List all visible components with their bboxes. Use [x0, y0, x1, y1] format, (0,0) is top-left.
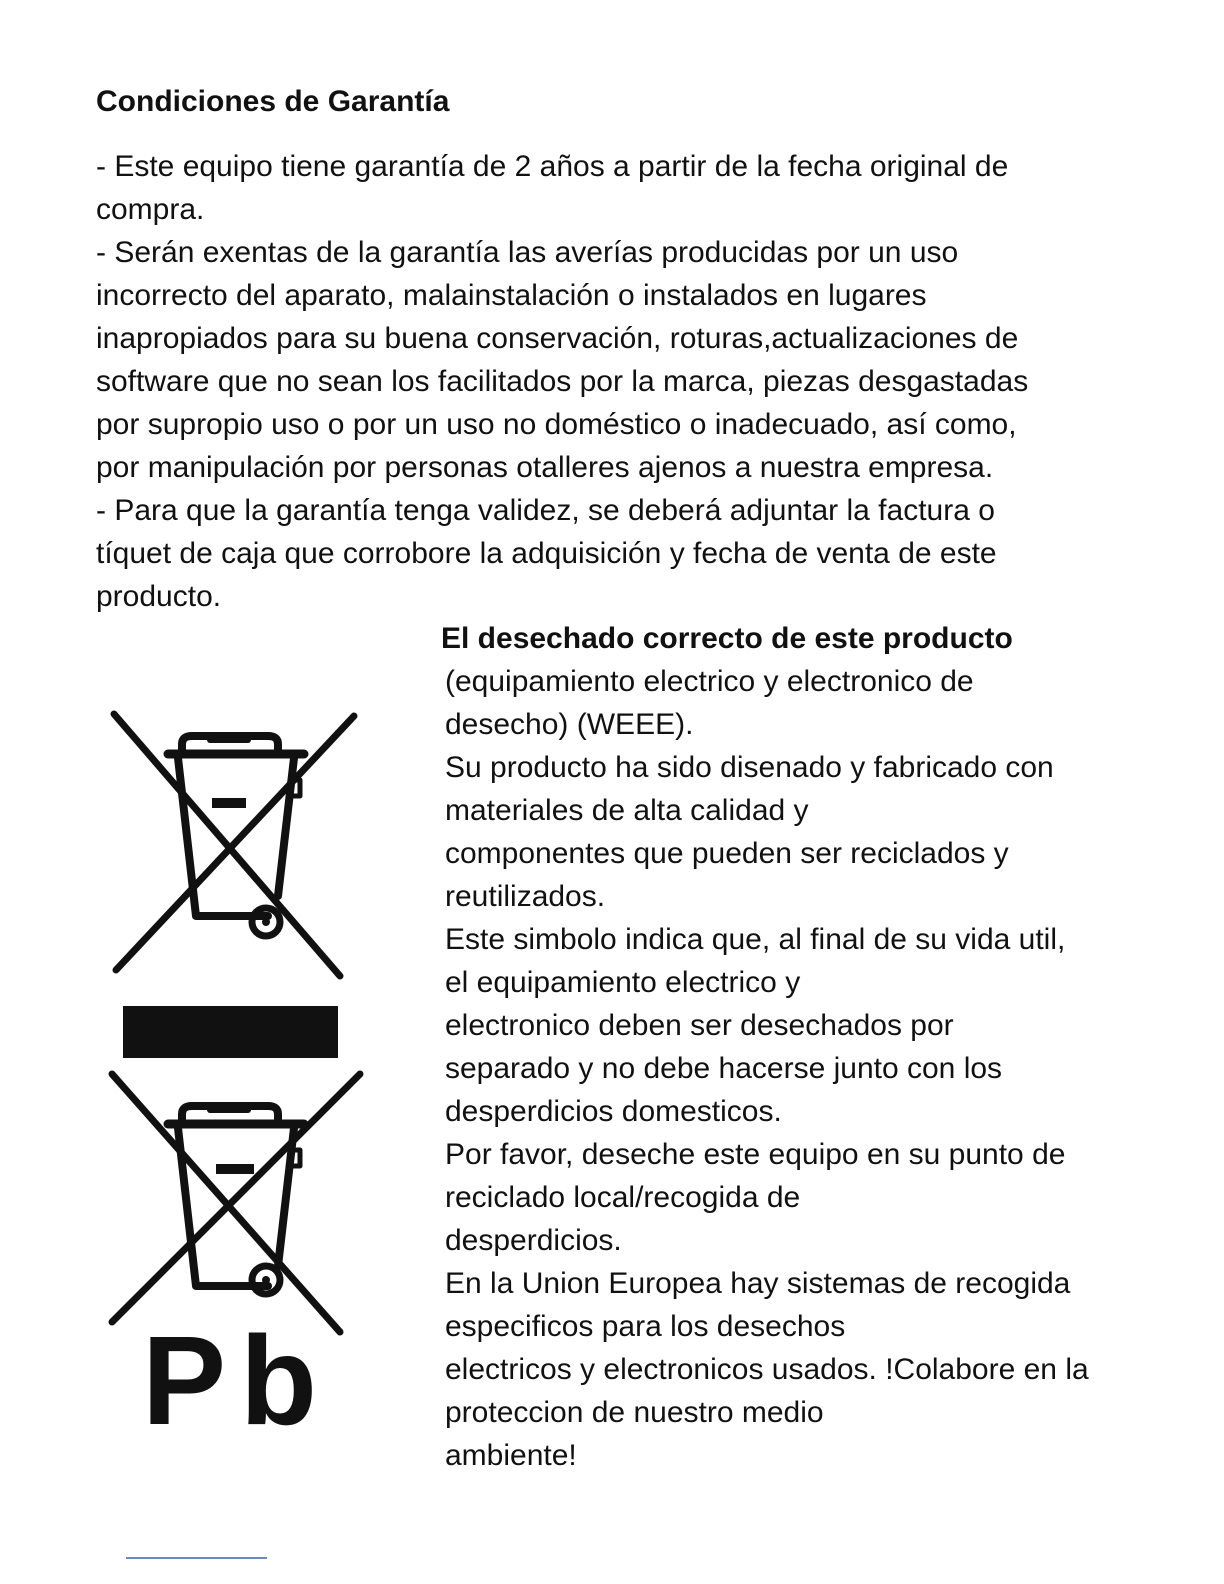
disposal-line: Su producto ha sido disenado y fabricado con	[445, 751, 1054, 784]
warranty-line: tíquet de caja que corrobore la adquisición y fecha de venta de este	[96, 537, 997, 570]
disposal-line: materiales de alta calidad y	[445, 794, 809, 827]
lead-pb-label: Pb	[142, 1310, 332, 1440]
disposal-line: proteccion de nuestro medio	[445, 1396, 824, 1429]
disposal-line: desperdicios domesticos.	[445, 1095, 782, 1128]
disposal-line: reciclado local/recogida de	[445, 1181, 801, 1214]
disposal-line: componentes que pueden ser reciclados y	[445, 837, 1009, 870]
disposal-text	[445, 660, 1205, 1477]
disposal-line: electronico deben ser desechados por	[445, 1009, 954, 1042]
warranty-line: inapropiados para su buena conservación, roturas,actualizaciones de	[96, 322, 1019, 355]
disposal-line: En la Union Europea hay sistemas de recogida	[445, 1267, 1071, 1300]
warranty-line: - Serán exentas de la garantía las averías producidas por un uso	[96, 236, 959, 269]
disposal-line: desperdicios.	[445, 1224, 622, 1257]
weee-bin-icon	[78, 700, 378, 1440]
disposal-line: Por favor, deseche este equipo en su punto de	[445, 1138, 1066, 1171]
warranty-line: producto.	[96, 580, 222, 613]
disposal-line: Este simbolo indica que, al final de su vida util,	[445, 923, 1066, 956]
warranty-text	[96, 145, 1146, 618]
disposal-line: separado y no debe hacerse junto con los	[445, 1052, 1003, 1085]
footer-rule	[126, 1557, 267, 1559]
warranty-line: - Este equipo tiene garantía de 2 años a partir de la fecha original de	[96, 150, 1009, 183]
disposal-line: reutilizados.	[445, 880, 606, 913]
disposal-line: electricos y electronicos usados. !Colabore en la	[445, 1353, 1089, 1386]
warranty-line: software que no sean los facilitados por la marca, piezas desgastadas	[96, 365, 1029, 398]
disposal-line: especificos para los desechos	[445, 1310, 846, 1343]
crossed-bin-bottom-icon	[112, 1074, 360, 1332]
crossed-bin-top-icon	[114, 714, 354, 976]
separate-collection-bar	[123, 1006, 338, 1058]
warranty-title: Condiciones de Garantía	[96, 85, 450, 118]
disposal-line: ambiente!	[445, 1439, 577, 1472]
warranty-line: por manipulación por personas otalleres ajenos a nuestra empresa.	[96, 451, 994, 484]
disposal-line: (equipamiento electrico y electronico de	[445, 665, 974, 698]
disposal-line: el equipamiento electrico y	[445, 966, 801, 999]
warranty-line: incorrecto del aparato, malainstalación o instalados en lugares	[96, 279, 927, 312]
warranty-line: compra.	[96, 193, 205, 226]
warranty-line: por supropio uso o por un uso no doméstico o inadecuado, así como,	[96, 408, 1017, 441]
warranty-line: - Para que la garantía tenga validez, se deberá adjuntar la factura o	[96, 494, 995, 527]
disposal-title: El desechado correcto de este producto	[441, 622, 1013, 655]
disposal-line: desecho) (WEEE).	[445, 708, 694, 741]
